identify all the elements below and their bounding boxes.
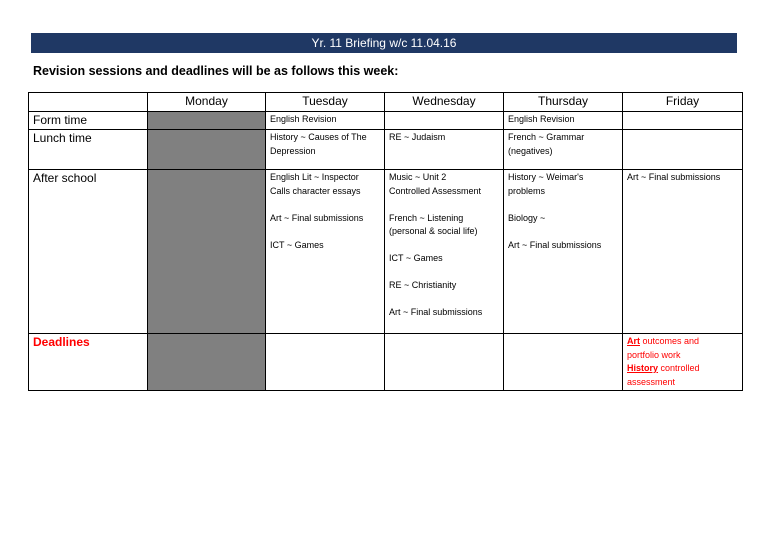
session-entry: problems — [508, 185, 546, 196]
cell-tuesday-deadlines — [266, 334, 385, 391]
cell-friday-after-school — [623, 170, 743, 334]
session-entry: Art ~ Final submissions — [627, 172, 721, 182]
deadline-entry-art — [627, 335, 738, 349]
session-entry: Music ~ Unit 2 — [389, 172, 447, 182]
spacer — [508, 198, 618, 212]
cell-thursday-deadlines — [504, 334, 623, 391]
cell-wednesday-form-time — [385, 112, 504, 130]
cell-thursday-after-school — [504, 170, 623, 334]
cell-monday-form-time — [148, 112, 266, 130]
cell-tuesday-lunch-time — [266, 130, 385, 170]
table-row-deadlines — [29, 334, 743, 391]
deadline-subject-history: History — [627, 363, 659, 373]
briefing-title: Yr. 11 Briefing w/c 11.04.16 — [311, 36, 457, 50]
session-entry: French ~ Listening — [389, 212, 464, 223]
cell-thursday-form-time — [504, 112, 623, 130]
session-entry: Biology ~ — [508, 212, 546, 223]
session-entry: Depression — [270, 145, 316, 156]
day-header-thursday: Thursday — [504, 93, 623, 112]
cell-friday-lunch-time — [623, 130, 743, 170]
row-label-lunch-time: Lunch time — [29, 130, 148, 170]
revision-schedule-table — [28, 92, 743, 391]
deadline-text: controlled — [658, 363, 700, 373]
cell-tuesday-form-time — [266, 112, 385, 130]
day-header-tuesday: Tuesday — [266, 93, 385, 112]
day-header-friday: Friday — [623, 93, 743, 112]
row-label-form-time: Form time — [29, 112, 148, 130]
cell-wednesday-lunch-time — [385, 130, 504, 170]
session-entry: ICT ~ Games — [389, 253, 443, 263]
session-entry: Controlled Assessment — [389, 185, 482, 196]
spacer — [508, 225, 618, 239]
session-entry: Art ~ Final submissions — [508, 239, 602, 250]
session-entry: French ~ Grammar — [508, 132, 585, 142]
cell-friday-form-time — [623, 112, 743, 130]
corner-cell — [29, 93, 148, 112]
table-row-form-time — [29, 112, 743, 130]
cell-monday-deadlines — [148, 334, 266, 391]
spacer — [389, 198, 499, 212]
session-entry: (negatives) — [508, 145, 553, 156]
cell-wednesday-deadlines — [385, 334, 504, 391]
deadline-subject-art: Art — [627, 336, 640, 346]
session-entry: (personal & social life) — [389, 226, 478, 236]
cell-wednesday-after-school — [385, 170, 504, 334]
spacer — [389, 239, 499, 253]
day-header-monday: Monday — [148, 93, 266, 112]
spacer — [270, 225, 380, 239]
spacer — [389, 266, 499, 280]
session-entry: RE ~ Christianity — [389, 280, 457, 290]
briefing-title-banner — [31, 33, 737, 53]
table-header-row — [29, 93, 743, 112]
deadline-text: outcomes and — [640, 336, 700, 346]
session-entry: Art ~ Final submissions — [389, 307, 483, 317]
row-label-after-school: After school — [29, 170, 148, 334]
deadline-entry-history — [627, 362, 738, 376]
session-entry: English Revision — [270, 114, 337, 124]
day-header-wednesday: Wednesday — [385, 93, 504, 112]
session-entry: ICT ~ Games — [270, 239, 324, 250]
session-entry: English Lit ~ Inspector — [270, 172, 359, 182]
cell-thursday-lunch-time — [504, 130, 623, 170]
deadline-text: portfolio work — [627, 349, 681, 360]
spacer — [270, 198, 380, 212]
cell-friday-deadlines — [623, 334, 743, 391]
session-entry: English Revision — [508, 114, 575, 124]
intro-text: Revision sessions and deadlines will be as follows this week: — [33, 64, 399, 78]
cell-monday-after-school — [148, 170, 266, 334]
table-row-after-school — [29, 170, 743, 334]
session-entry: RE ~ Judaism — [389, 132, 446, 142]
session-entry: History ~ Causes of The — [270, 132, 367, 142]
session-entry: History ~ Weimar's — [508, 172, 584, 182]
table-row-lunch-time — [29, 130, 743, 170]
cell-tuesday-after-school — [266, 170, 385, 334]
session-entry: Art ~ Final submissions — [270, 212, 364, 223]
row-label-deadlines: Deadlines — [29, 334, 148, 391]
session-entry: Calls character essays — [270, 185, 361, 196]
cell-monday-lunch-time — [148, 130, 266, 170]
deadline-text: assessment — [627, 376, 676, 387]
spacer — [389, 293, 499, 307]
